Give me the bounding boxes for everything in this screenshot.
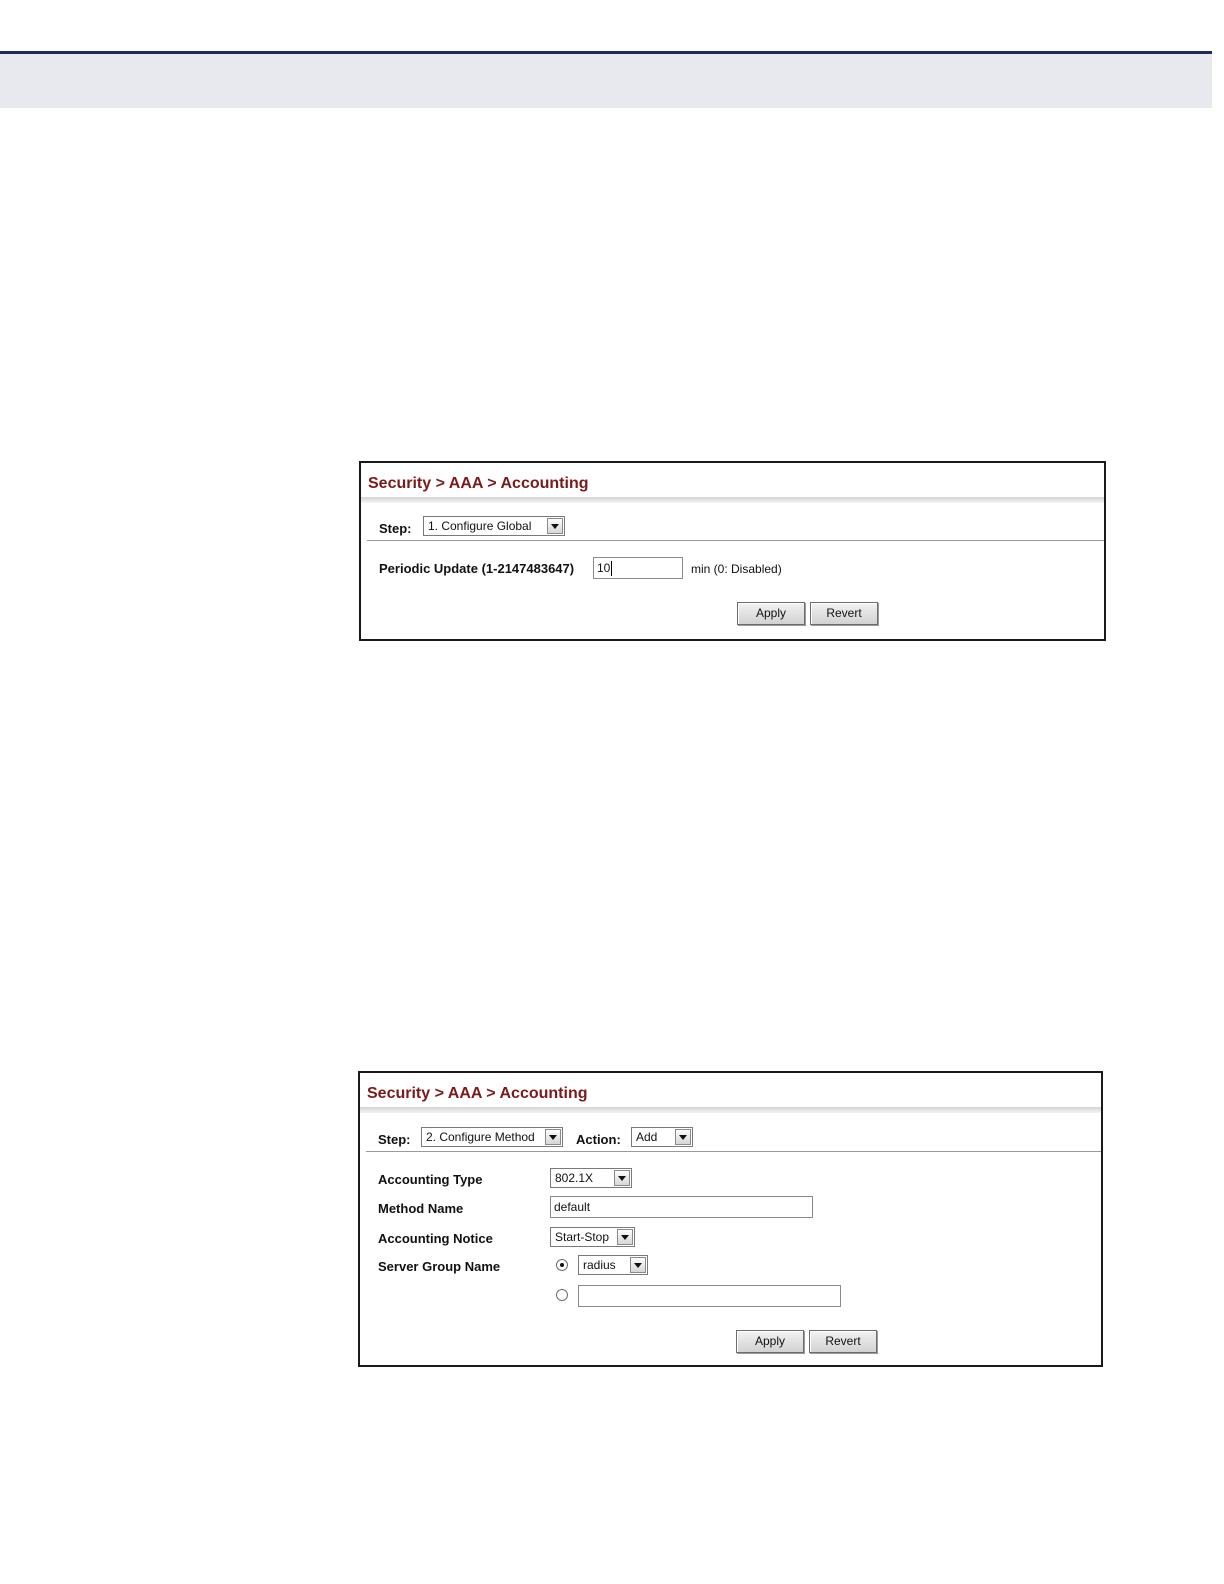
title-divider [360, 1107, 1101, 1113]
periodic-update-input[interactable] [593, 557, 683, 579]
apply-button[interactable]: Apply [737, 602, 805, 625]
section-divider [367, 540, 1104, 541]
accounting-type-select[interactable] [550, 1168, 632, 1188]
chevron-down-icon[interactable] [630, 1257, 646, 1273]
server-group-select[interactable] [578, 1255, 648, 1275]
method-name-input[interactable] [550, 1196, 813, 1218]
header-band [0, 54, 1212, 108]
step-select[interactable] [423, 516, 565, 536]
chevron-down-icon[interactable] [675, 1129, 691, 1145]
action-label: Action: [576, 1132, 621, 1147]
chevron-down-icon[interactable] [614, 1170, 630, 1186]
accounting-notice-value: Start-Stop [555, 1230, 610, 1244]
accounting-global-panel [359, 461, 1106, 641]
periodic-update-label: Periodic Update (1-2147483647) [379, 561, 575, 576]
periodic-update-value: 10 [597, 561, 611, 575]
chevron-down-icon[interactable] [547, 518, 563, 534]
method-name-value: default [554, 1200, 591, 1214]
accounting-type-label: Accounting Type [378, 1172, 483, 1187]
periodic-update-unit: min (0: Disabled) [691, 562, 782, 576]
method-name-label: Method Name [378, 1201, 464, 1216]
action-select[interactable] [631, 1127, 693, 1147]
title-divider [361, 497, 1104, 503]
server-group-custom-radio[interactable] [556, 1289, 568, 1301]
accounting-method-panel [358, 1071, 1103, 1367]
step-label: Step: [379, 521, 412, 536]
revert-button[interactable]: Revert [809, 1330, 877, 1353]
server-group-label: Server Group Name [378, 1259, 501, 1274]
step-label: Step: [378, 1132, 411, 1147]
page-title: Security > AAA > Accounting [367, 1085, 588, 1102]
server-group-preset-radio[interactable] [556, 1259, 568, 1271]
text-caret [611, 561, 612, 576]
chevron-down-icon[interactable] [617, 1229, 633, 1245]
section-divider [366, 1151, 1101, 1152]
action-select-value: Add [636, 1130, 658, 1144]
revert-button[interactable]: Revert [810, 602, 878, 625]
page-title: Security > AAA > Accounting [368, 475, 589, 492]
server-group-value: radius [583, 1258, 616, 1272]
apply-button[interactable]: Apply [736, 1330, 804, 1353]
chevron-down-icon[interactable] [545, 1129, 561, 1145]
accounting-notice-label: Accounting Notice [378, 1231, 493, 1246]
step-select-value: 2. Configure Method [426, 1130, 535, 1144]
step-select-value: 1. Configure Global [428, 519, 532, 533]
step-select[interactable] [421, 1127, 563, 1147]
server-group-custom-input[interactable] [578, 1285, 841, 1307]
accounting-notice-select[interactable] [550, 1227, 635, 1247]
accounting-type-value: 802.1X [555, 1171, 594, 1185]
